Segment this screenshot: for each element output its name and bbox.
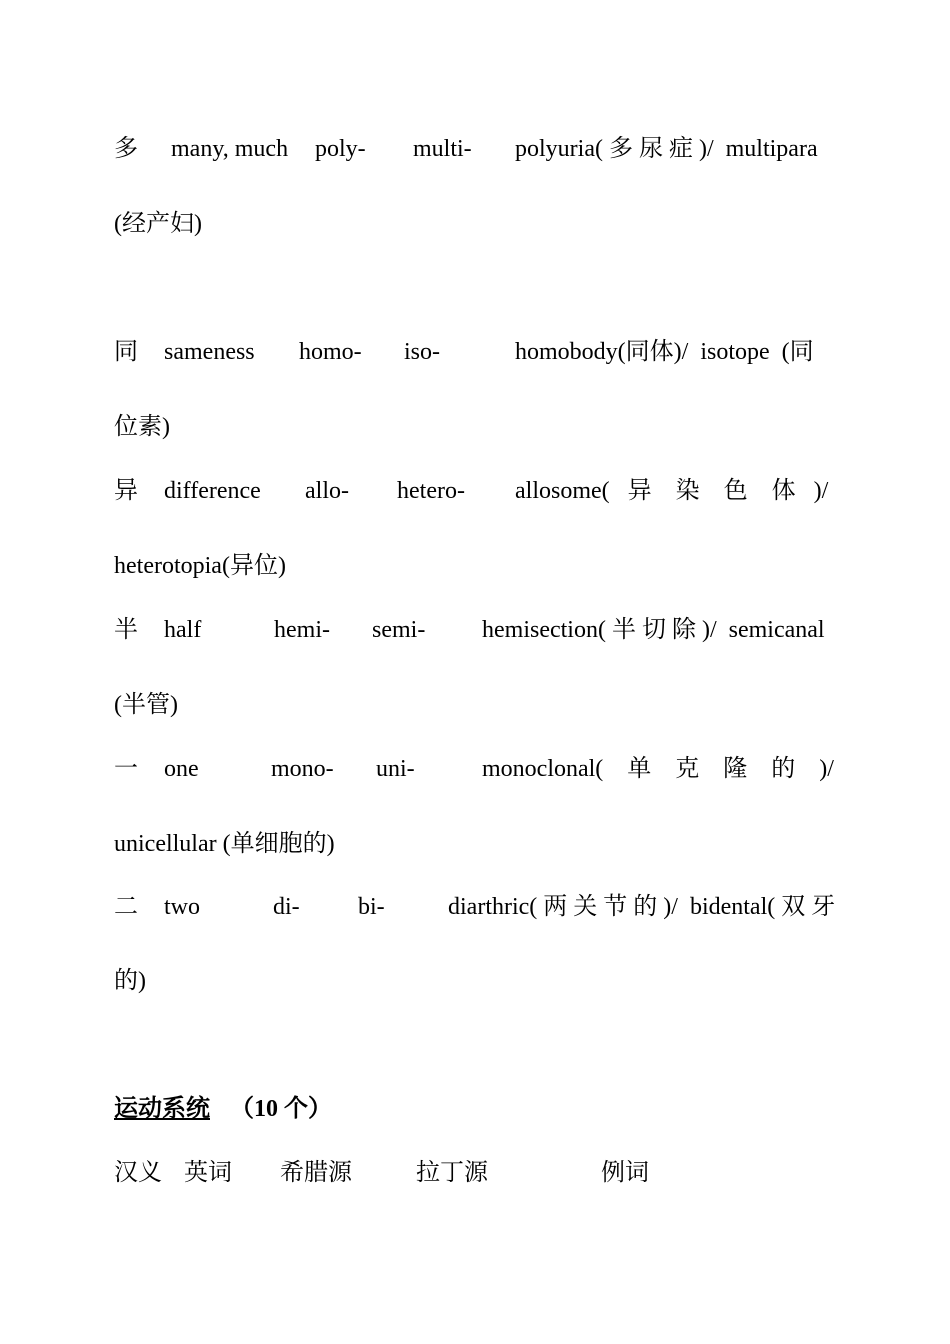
entry-en: many, much bbox=[171, 136, 289, 162]
entry-zh: 一 bbox=[114, 756, 138, 782]
entry-wrap: (半管) bbox=[114, 692, 178, 718]
entry-wrap: heterotopia(异位) bbox=[114, 553, 286, 579]
entry-latin: iso- bbox=[404, 339, 440, 365]
entry-en: difference bbox=[164, 478, 261, 504]
entry-zh: 同 bbox=[114, 339, 138, 365]
entry-latin: hetero- bbox=[397, 478, 465, 504]
header-zh: 汉义 bbox=[114, 1160, 162, 1186]
entry-zh: 多 bbox=[114, 136, 138, 162]
entry-examples: allosome( 异 染 色 体 )/ bbox=[515, 478, 829, 504]
header-examples: 例词 bbox=[601, 1160, 649, 1186]
entry-greek: homo- bbox=[299, 339, 362, 365]
entry-wrap: 位素) bbox=[114, 414, 170, 440]
section-heading bbox=[114, 1094, 836, 1124]
entry-zh: 二 bbox=[114, 894, 138, 920]
entry-latin: uni- bbox=[376, 756, 415, 782]
entry-en: one bbox=[164, 756, 199, 782]
entry-wrap: unicellular (单细胞的) bbox=[114, 831, 335, 857]
entry-greek: allo- bbox=[305, 478, 349, 504]
entry-en: sameness bbox=[164, 339, 255, 365]
entry-examples: hemisection( 半 切 除 )/ semicanal bbox=[482, 617, 825, 643]
section-title: 运动系统 bbox=[114, 1096, 210, 1122]
entry-zh: 半 bbox=[114, 617, 138, 643]
entry-greek: hemi- bbox=[274, 617, 330, 643]
entry-wrap: (经产妇) bbox=[114, 211, 202, 237]
entry-examples: diarthric( 两 关 节 的 )/ bidental( 双 牙 bbox=[448, 894, 836, 920]
header-latin: 拉丁源 bbox=[416, 1160, 488, 1186]
entry-en: half bbox=[164, 617, 202, 643]
entry-greek: di- bbox=[273, 894, 300, 920]
entry-zh: 异 bbox=[114, 478, 138, 504]
entry-examples: monoclonal( 单 克 隆 的 )/ bbox=[482, 756, 834, 782]
entry-greek: poly- bbox=[315, 136, 366, 162]
entry-greek: mono- bbox=[271, 756, 334, 782]
entry-latin: multi- bbox=[413, 136, 472, 162]
header-greek: 希腊源 bbox=[280, 1160, 352, 1186]
entry-latin: semi- bbox=[372, 617, 426, 643]
entry-examples: homobody(同体)/ isotope (同 bbox=[515, 339, 814, 365]
entry-latin: bi- bbox=[358, 894, 385, 920]
entry-en: two bbox=[164, 894, 200, 920]
entry-wrap: 的) bbox=[114, 968, 146, 994]
header-en: 英词 bbox=[184, 1160, 232, 1186]
section-count: （10 个） bbox=[230, 1096, 332, 1122]
entry-examples: polyuria( 多 尿 症 )/ multipara bbox=[515, 136, 818, 162]
